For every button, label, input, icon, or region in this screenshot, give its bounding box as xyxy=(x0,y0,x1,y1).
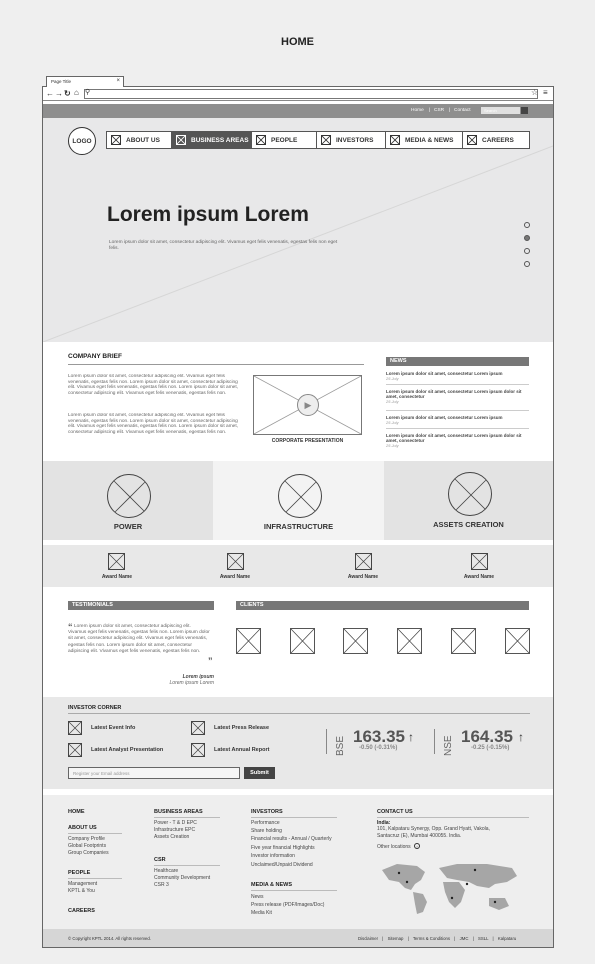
footer-people-heading[interactable]: PEOPLE xyxy=(68,870,91,876)
testimonial-role: Lorem ipsum Lorem xyxy=(169,680,214,686)
top-search-button[interactable] xyxy=(521,107,528,114)
footer-link[interactable]: Media Kit xyxy=(251,910,272,916)
company-brief-para-1: Lorem ipsum dolor sit amet, consectetur adipiscing elit. Vivamus eget felis venenatis, egestas felis non. Lorem ipsum dolor sit amet, consectetur adipiscing elit. Vivamus eget felis venenatis, egestas felis non. Lorem ipsum dolor sit amet, consectetur adipiscing elit. Vivamus eget felis venenatis, egestas felis non. xyxy=(68,374,239,396)
award-icon xyxy=(471,553,488,570)
slider-dot-active[interactable] xyxy=(524,235,530,241)
hero-banner xyxy=(43,118,553,342)
world-map[interactable] xyxy=(377,858,527,916)
nav-business-areas[interactable] xyxy=(171,131,252,149)
bottom-link-jmc[interactable]: JMC xyxy=(459,936,469,941)
analyst-presentation-icon xyxy=(68,743,82,757)
news-title: Lorem ipsum dolor sit amet, consectetur Lorem ipsum xyxy=(386,371,503,376)
bse-change: -0.50 (-0.31%) xyxy=(359,745,398,751)
footer-link[interactable]: Performance xyxy=(251,820,280,826)
footer-link[interactable]: Investor information xyxy=(251,853,295,859)
latest-analyst-presentation-link[interactable]: Latest Analyst Presentation xyxy=(91,747,164,753)
slider-dot[interactable] xyxy=(524,261,530,267)
top-utility-bar xyxy=(43,104,553,118)
footer-careers[interactable]: CAREERS xyxy=(68,908,95,914)
business-power-label: POWER xyxy=(113,522,143,531)
top-search-input[interactable]: Search xyxy=(481,107,520,114)
search-icon: ⚲ xyxy=(85,89,91,96)
nav-media-news[interactable] xyxy=(385,131,463,149)
client-logo[interactable] xyxy=(343,628,368,654)
footer-link[interactable]: Company Profile xyxy=(68,836,105,842)
menu-icon[interactable]: ≡ xyxy=(543,88,548,97)
page-heading: HOME xyxy=(281,36,314,48)
nav-label: PEOPLE xyxy=(271,136,298,144)
news-heading: NEWS xyxy=(386,357,529,366)
top-link-contact[interactable]: Contact xyxy=(454,108,471,113)
open-quote-icon: “ xyxy=(68,622,73,632)
footer-link[interactable]: Healthcare xyxy=(154,868,179,874)
news-date: 25 July xyxy=(386,420,399,425)
nav-label: ABOUT US xyxy=(126,136,160,144)
client-logo[interactable] xyxy=(397,628,422,654)
arrow-circle-icon: › xyxy=(414,843,420,849)
clients-heading: CLIENTS xyxy=(236,601,529,610)
award-icon xyxy=(227,553,244,570)
client-logo[interactable] xyxy=(290,628,315,654)
footer-link[interactable]: Unclaimed/Unpaid Dividend xyxy=(251,862,313,868)
news-date: 25 July xyxy=(386,443,399,448)
footer-link[interactable]: Press release (PDF/Images/Doc) xyxy=(251,902,325,908)
award-name: Award Name xyxy=(219,574,251,580)
latest-event-info-link[interactable]: Latest Event Info xyxy=(91,725,136,731)
address-bar[interactable] xyxy=(84,89,538,99)
bottom-link-ssll[interactable]: SSLL xyxy=(477,936,489,941)
footer-link[interactable]: Management xyxy=(68,881,98,887)
submit-button[interactable]: Submit xyxy=(244,767,275,779)
news-item[interactable] xyxy=(386,415,529,429)
investor-corner-heading: INVESTOR CORNER xyxy=(68,705,122,711)
footer-link[interactable]: CSR 3 xyxy=(154,882,169,888)
nse-up-arrow-icon: ↑ xyxy=(518,730,524,744)
news-date: 25 July xyxy=(386,376,399,381)
other-locations-link[interactable] xyxy=(377,843,420,851)
footer-link[interactable]: Group Companies xyxy=(68,850,109,856)
footer-link[interactable]: News xyxy=(251,894,264,900)
bottom-link-disclaimer[interactable]: Disclaimer xyxy=(358,936,379,941)
home-icon[interactable]: ⌂ xyxy=(74,88,79,97)
news-item[interactable] xyxy=(386,433,529,455)
contact-country: India: xyxy=(377,820,391,826)
slider-dots xyxy=(524,222,532,267)
press-release-icon xyxy=(191,721,205,735)
bottom-links: Disclaimer | Sitemap | Terms & Conditions | JMC | SSLL | Kalpataru xyxy=(358,936,517,941)
footer-link[interactable]: Power - T & D EPC xyxy=(154,820,197,826)
reload-icon[interactable]: ↻ xyxy=(64,89,71,98)
logo[interactable] xyxy=(68,127,96,155)
browser-tab[interactable] xyxy=(46,76,124,87)
careers-icon xyxy=(467,135,477,145)
nse-label: NSE xyxy=(443,735,454,756)
bottom-link-kalpataru[interactable]: Kalpataru xyxy=(497,936,517,941)
logo-text: LOGO xyxy=(72,137,92,145)
client-logo[interactable] xyxy=(236,628,261,654)
footer-link[interactable]: KPTL & You xyxy=(68,888,95,894)
infrastructure-icon xyxy=(278,474,322,518)
nav-people[interactable] xyxy=(251,131,317,149)
tab-title: Page Title xyxy=(51,79,72,84)
news-title: Lorem ipsum dolor sit amet, consectetur Lorem ipsum dolor sit amet, consectetur xyxy=(386,433,522,443)
forward-icon[interactable]: → xyxy=(55,89,63,98)
event-info-icon xyxy=(68,721,82,735)
business-infrastructure-label: INFRASTRUCTURE xyxy=(263,522,334,531)
slider-dot[interactable] xyxy=(524,248,530,254)
latest-annual-report-link[interactable]: Latest Annual Report xyxy=(214,747,270,753)
testimonial-quote: Lorem ipsum dolor sit amet, consectetur adipiscing elit. Vivamus eget felis venenatis, egestas felis non. Lorem ipsum dolor sit amet, consectetur adipiscing elit. Vivamus eget felis venenatis, egestas felis non. Lorem ipsum dolor sit amet, consectetur adipiscing elit. Vivamus eget felis venenatis, egestas felis non. xyxy=(68,624,210,654)
bse-price: 163.35 xyxy=(353,727,405,746)
footer-link[interactable]: Financial results - Annual / Quarterly xyxy=(251,836,332,842)
bottom-link-terms[interactable]: Terms & Conditions xyxy=(412,936,451,941)
award-name: Award Name xyxy=(463,574,495,580)
investors-icon xyxy=(321,135,331,145)
power-icon xyxy=(107,474,151,518)
business-areas-icon xyxy=(176,135,186,145)
award-name: Award Name xyxy=(101,574,133,580)
footer-link[interactable]: Five year financial Highlights xyxy=(251,845,315,851)
footer-investors-heading[interactable]: INVESTORS xyxy=(251,809,283,815)
bse-up-arrow-icon: ↑ xyxy=(408,730,414,744)
award-icon xyxy=(355,553,372,570)
nse-price: 164.35 xyxy=(461,727,513,746)
nav-about-us[interactable] xyxy=(106,131,172,149)
tab-close-icon[interactable]: × xyxy=(116,78,120,84)
testimonials-heading: TESTIMONIALS xyxy=(68,601,214,610)
nav-label: CAREERS xyxy=(482,136,514,144)
latest-press-release-link[interactable]: Latest Press Release xyxy=(214,725,270,731)
contact-address: 101, Kalpataru Synergy, Opp. Grand Hyatt, Vakola, Santacruz (E), Mumbai 400055. India. xyxy=(377,826,490,839)
close-quote-icon: ” xyxy=(208,656,213,666)
testimonial-author: Lorem ipsum xyxy=(182,674,214,680)
bse-label: BSE xyxy=(335,735,346,756)
nse-change: -0.25 (-0.15%) xyxy=(471,745,510,751)
footer-contact-heading: CONTACT US xyxy=(377,809,413,815)
top-link-home[interactable]: Home xyxy=(411,108,424,113)
nav-careers[interactable] xyxy=(462,131,530,149)
news-title: Lorem ipsum dolor sit amet, consectetur Lorem ipsum xyxy=(386,415,503,420)
footer-business-heading[interactable]: BUSINESS AREAS xyxy=(154,809,203,815)
business-assets-label: ASSETS CREATION xyxy=(433,520,504,529)
copyright-text: © Copyright KPTL 2014. All rights reserved. xyxy=(68,936,152,941)
footer-about-heading[interactable]: ABOUT US xyxy=(68,825,97,831)
video-caption: CORPORATE PRESENTATION xyxy=(271,438,344,444)
bookmark-star-icon[interactable]: ☆ xyxy=(531,88,539,97)
footer-link[interactable]: Global Footprints xyxy=(68,843,107,849)
footer-link[interactable]: Community Development xyxy=(154,875,211,881)
other-locations-label: Other locations xyxy=(377,844,411,850)
news-title: Lorem ipsum dolor sit amet, consectetur Lorem ipsum dolor sit amet, consectetur xyxy=(386,389,522,399)
back-icon[interactable]: ← xyxy=(46,89,54,98)
company-brief-para-2: Lorem ipsum dolor sit amet, consectetur adipiscing elit. Vivamus eget felis venenatis, egestas felis non. Lorem ipsum dolor sit amet, consectetur adipiscing elit. Vivamus eget felis venenatis, egestas felis non. Lorem ipsum dolor sit amet, consectetur adipiscing elit. Vivamus eget felis venenatis, egestas felis non. xyxy=(68,413,239,435)
footer-media-heading[interactable]: MEDIA & NEWS xyxy=(251,882,293,888)
nav-label: BUSINESS AREAS xyxy=(191,136,249,144)
slider-dot[interactable] xyxy=(524,222,530,228)
footer-home[interactable]: HOME xyxy=(68,809,85,815)
about-us-icon xyxy=(111,135,121,145)
hero-text: Lorem ipsum dolor sit amet, consectetur adipiscing elit. Vivamus eget felis venenatis, egestas felis non eget felis. xyxy=(109,240,338,251)
media-news-icon xyxy=(390,135,400,145)
top-link-csr[interactable]: CSR xyxy=(434,108,445,113)
nav-label: MEDIA & NEWS xyxy=(405,136,454,144)
company-brief-heading: COMPANY BRIEF xyxy=(68,353,122,360)
people-icon xyxy=(256,135,266,145)
client-logo[interactable] xyxy=(451,628,476,654)
footer-csr-heading[interactable]: CSR xyxy=(154,857,166,863)
nav-investors[interactable] xyxy=(316,131,386,149)
play-icon[interactable]: ▶ xyxy=(297,394,319,416)
hero-title: Lorem ipsum Lorem xyxy=(107,203,309,226)
footer-link[interactable]: Share holding xyxy=(251,828,282,834)
news-item[interactable] xyxy=(386,389,529,411)
award-name: Award Name xyxy=(347,574,379,580)
footer-link[interactable]: Infrastructure EPC xyxy=(154,827,196,833)
email-input[interactable]: Register your Email address xyxy=(68,767,240,779)
client-logo[interactable] xyxy=(505,628,530,654)
award-icon xyxy=(108,553,125,570)
news-date: 25 July xyxy=(386,399,399,404)
footer-link[interactable]: Assets Creation xyxy=(154,834,190,840)
annual-report-icon xyxy=(191,743,205,757)
bottom-link-sitemap[interactable]: Sitemap xyxy=(387,936,404,941)
nav-label: INVESTORS xyxy=(336,136,374,144)
assets-creation-icon xyxy=(448,472,492,516)
news-item[interactable] xyxy=(386,371,529,385)
